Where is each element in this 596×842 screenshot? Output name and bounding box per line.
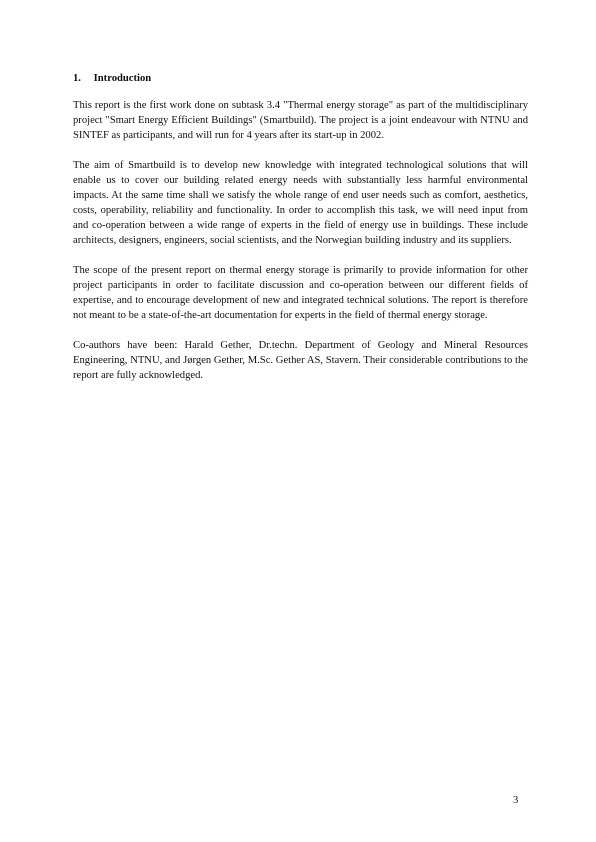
section-heading — [73, 71, 528, 86]
paragraph-coauthors: Co-authors have been: Harald Gether, Dr.techn. Department of Geology and Mineral Resources Engineering, NTNU, and Jørgen Gether, M.Sc. Gether AS, Stavern. Their considerable contributions to the report are fully acknowledged. — [73, 340, 528, 381]
page-content — [73, 71, 528, 398]
paragraph-intro: This report is the first work done on subtask 3.4 "Thermal energy storage" as part of the multidisciplinary project "Smart Energy Efficient Buildings" (Smartbuild). The project is a joint endeavour with NTNU and SINTEF as participants, and will run for 4 years after its start-up in 2002. — [73, 100, 528, 141]
paragraph-scope: The scope of the present report on thermal energy storage is primarily to provide information for other project participants in order to facilitate discussion and co-operation between our different fields of expertise, and to encourage development of new and integrated technical solutions. The report is therefore not meant to be a state-of-the-art documentation for experts in the field of thermal energy storage. — [73, 265, 528, 321]
section-title: Introduction — [93, 73, 152, 84]
paragraph-aim: The aim of Smartbuild is to develop new knowledge with integrated technological solutions that will enable us to cover our building related energy needs with substantially less harmful environmental impacts. At the same time shall we satisfy the whole range of end user needs such as comfort, aesthetics, costs, operability, reliability and functionality. In order to accomplish this task, we will need input from and co-operation between a wide range of experts in the field of energy use in buildings. These include architects, designers, engineers, social scientists, and the Norwegian building industry and its suppliers. — [73, 160, 528, 246]
section-number: 1. — [73, 73, 81, 84]
page-number: 3 — [513, 795, 519, 806]
